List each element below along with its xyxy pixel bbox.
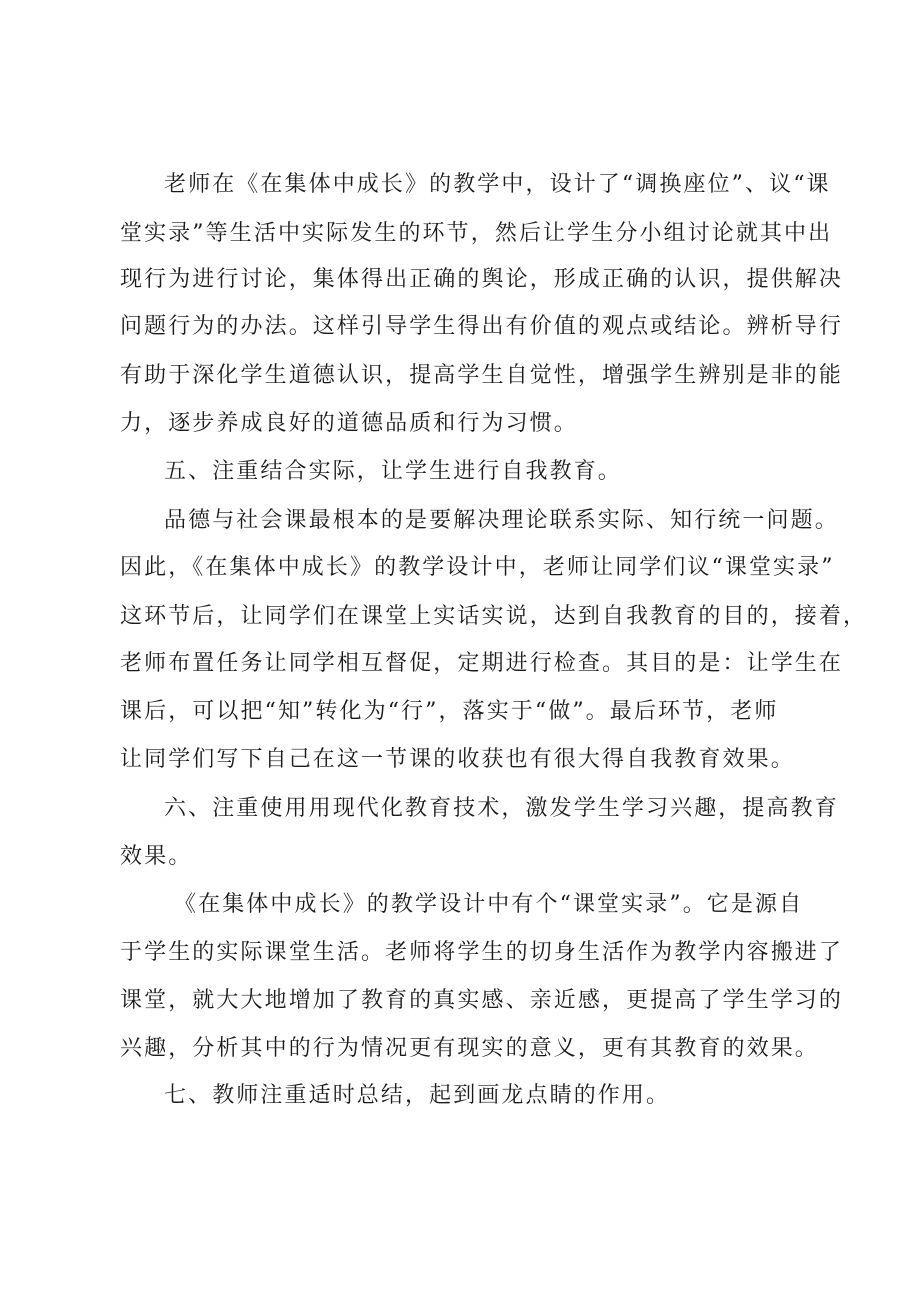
text-line: 课堂，就大大地增加了教育的真实感、亲近感，更提高了学生学习的 — [120, 988, 844, 1013]
section-heading: 六、注重使用用现代化教育技术，激发学生学习兴趣，提高教育 — [164, 796, 839, 821]
text-line: 问题行为的办法。这样引导学生得出有价值的观点或结论。辨析导行 — [120, 314, 844, 339]
section-heading: 七、教师注重适时总结，起到画龙点睛的作用。 — [164, 1083, 671, 1108]
text-line: 堂实录”等生活中实际发生的环节，然后让学生分小组讨论就其中出 — [120, 221, 833, 246]
text-line: 力，逐步养成良好的道德品质和行为习惯。 — [120, 411, 578, 436]
text-line: 老师在《在集体中成长》的教学中，设计了“调换座位”、议“课 — [164, 172, 831, 197]
text-line: 品德与社会课最根本的是要解决理论联系实际、知行统一问题。 — [164, 508, 839, 533]
section-heading-continuation: 效果。 — [120, 844, 193, 869]
text-line: 兴趣，分析其中的行为情况更有现实的意义，更有其教育的效果。 — [120, 1036, 819, 1061]
text-line: 《在集体中成长》的教学设计中有个“课堂实录”。它是源自 — [174, 892, 804, 917]
text-line: 因此，《在集体中成长》的教学设计中，老师让同学们议“课堂实录” — [120, 555, 835, 580]
text-line: 于学生的实际课堂生活。老师将学生的切身生活作为教学内容搬进了 — [120, 940, 844, 965]
text-line: 让同学们写下自己在这一节课的收获也有很大得自我教育效果。 — [120, 747, 795, 772]
text-line: 有助于深化学生道德认识，提高学生自觉性，增强学生辨别是非的能 — [120, 363, 844, 388]
text-line: 老师布置任务让同学相互督促，定期进行检查。其目的是：让学生在 — [120, 651, 844, 676]
section-heading: 五、注重结合实际，让学生进行自我教育。 — [164, 459, 622, 484]
text-line: 课后，可以把“知”转化为“行”，落实于“做”。最后环节，老师 — [120, 699, 779, 724]
text-line: 这环节后，让同学们在课堂上实话实说，达到自我教育的目的，接着， — [120, 604, 868, 629]
text-line: 现行为进行讨论，集体得出正确的舆论，形成正确的认识，提供解决 — [120, 267, 844, 292]
